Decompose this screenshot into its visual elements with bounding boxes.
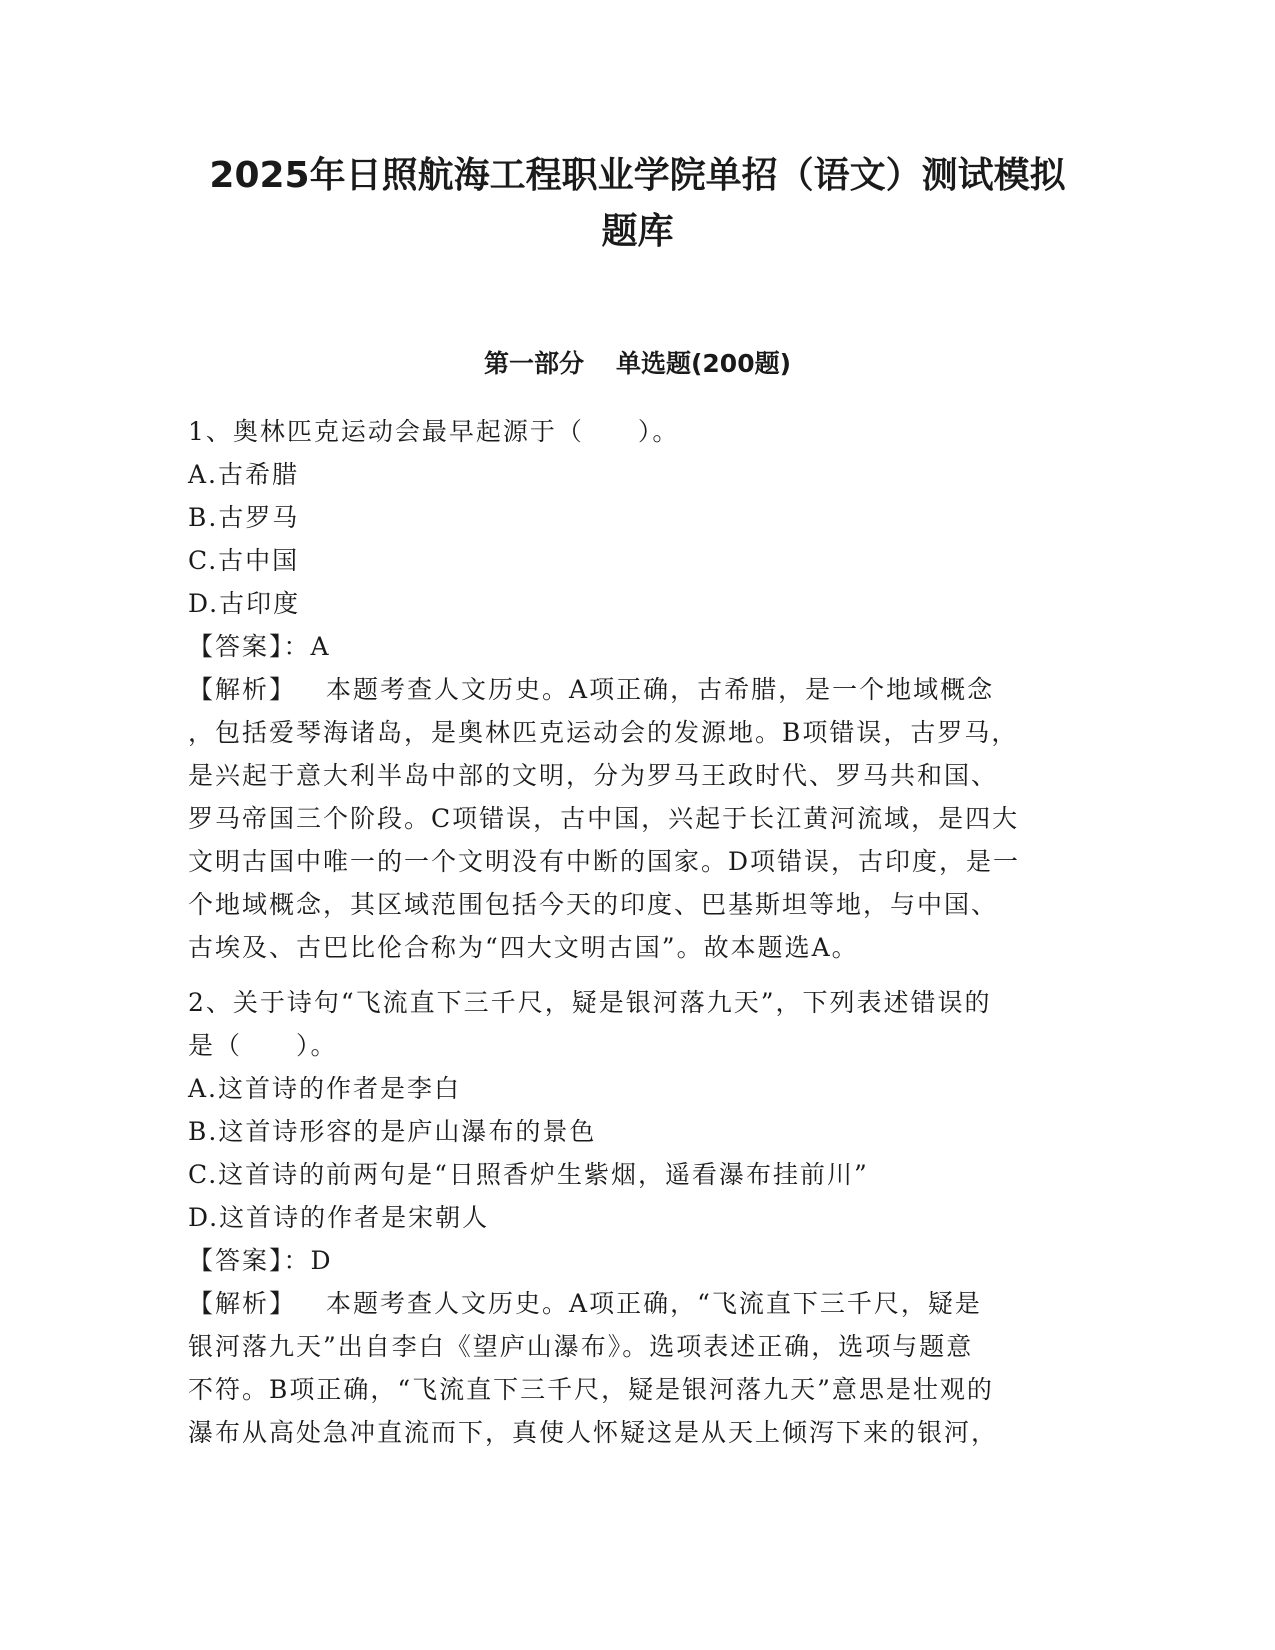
analysis-label: 【解析】 [188,1289,297,1318]
analysis-text: 本题考查人文历史。A项正确，古希腊，是一个地域概念 [326,675,995,704]
question-stem: 是（ ）。 [188,1031,338,1060]
question-stem: 1、奥林匹克运动会最早起源于（ ）。 [188,417,680,446]
section-label: 第一部分 [483,349,584,378]
analysis-first-line [188,1282,1088,1325]
analysis-line: 文明古国中唯一的一个文明没有中断的国家。D项错误，古印度，是一 [188,847,1021,876]
analysis-line: 不符。B项正确，“飞流直下三千尺，疑是银河落九天”意思是壮观的 [188,1375,994,1404]
option-b: B.古罗马 [188,503,300,532]
analysis-text: 本题考查人文历史。A项正确，“飞流直下三千尺，疑是 [326,1289,982,1318]
option-a: A.这首诗的作者是李白 [188,1074,462,1103]
analysis-line: 是兴起于意大利半岛中部的文明，分为罗马王政时代、罗马共和国、 [188,761,999,790]
analysis-line: 个地域概念，其区域范围包括今天的印度、巴基斯坦等地，与中国、 [188,890,999,919]
section-name: 单选题(200题) [615,349,792,378]
title-line-1: 2025年日照航海工程职业学院单招（语文）测试模拟 [209,155,1066,196]
option-d: D.这首诗的作者是宋朝人 [188,1203,490,1232]
answer-line: 【答案】：D [188,1246,333,1275]
question-2 [188,981,1088,1454]
analysis-first-line [188,668,1088,711]
question-1 [188,410,1088,969]
question-stem: 2、关于诗句“飞流直下三千尺，疑是银河落九天”，下列表述错误的 [188,988,992,1017]
analysis-label: 【解析】 [188,675,297,704]
option-c: C.这首诗的前两句是“日照香炉生紫烟，遥看瀑布挂前川” [188,1160,869,1189]
analysis-line: ，包括爱琴海诸岛，是奥林匹克运动会的发源地。B项错误，古罗马， [188,718,1019,747]
analysis-line: 古埃及、古巴比伦合称为“四大文明古国”。故本题选A。 [188,933,859,962]
analysis-line: 银河落九天”出自李白《望庐山瀑布》。选项表述正确，选项与题意 [188,1332,974,1361]
document-title [150,148,1125,260]
analysis-line: 瀑布从高处急冲直流而下，真使人怀疑这是从天上倾泻下来的银河， [188,1418,999,1447]
answer-line: 【答案】：A [188,632,331,661]
analysis-line: 罗马帝国三个阶段。C项错误，古中国，兴起于长江黄河流域，是四大 [188,804,1020,833]
title-line-2: 题库 [601,211,674,252]
option-b: B.这首诗形容的是庐山瀑布的景色 [188,1117,597,1146]
section-title [150,346,1125,382]
option-a: A.古希腊 [188,460,300,489]
document-body [188,410,1088,1454]
option-d: D.古印度 [188,589,301,618]
option-c: C.古中国 [188,546,300,575]
